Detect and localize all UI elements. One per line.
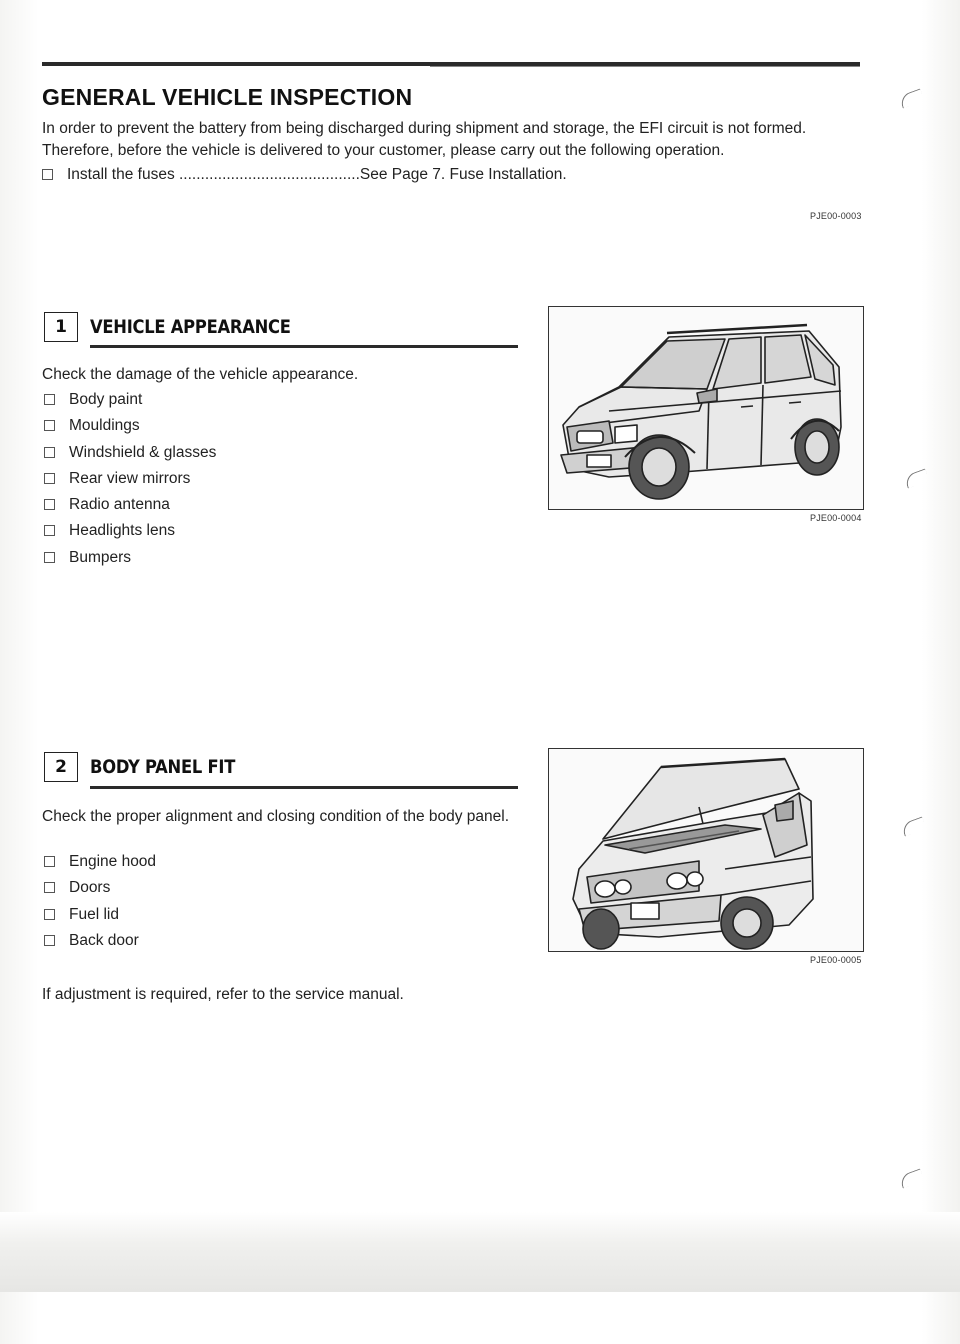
section-2-heading [44,752,259,782]
figure-code: PJE00-0005 [810,955,862,965]
checklist-item: Engine hood [44,849,156,875]
checklist-item: Doors [44,875,156,901]
checklist-item: Rear view mirrors [44,466,216,492]
section-number: 2 [44,752,78,782]
section-number: 1 [44,312,78,342]
section-rule [90,345,518,348]
checkbox[interactable] [42,169,53,180]
checklist-item: Body paint [44,387,216,413]
section-2-description: Check the proper alignment and closing condition of the body panel. [42,808,510,825]
checkbox[interactable] [44,935,55,946]
vehicle-appearance-figure [548,306,864,510]
checklist-item: Fuel lid [44,902,156,928]
section-title: BODY PANEL FIT [90,756,236,778]
checkbox[interactable] [44,420,55,431]
suv-illustration [549,307,862,508]
checkbox[interactable] [44,447,55,458]
checkbox[interactable] [44,856,55,867]
checkbox[interactable] [44,552,55,563]
intro-paragraph: In order to prevent the battery from being discharged during shipment and storage, the EFI circuit is not formed. Therefore, before the vehicle is delivered to your customer, please carry out the following operation. [42,120,807,159]
checkbox[interactable] [44,909,55,920]
checkbox[interactable] [44,525,55,536]
section-rule [90,786,518,789]
checklist-item: Windshield & glasses [44,440,216,466]
section-1-description: Check the damage of the vehicle appearance. [42,366,359,383]
checklist-item: Mouldings [44,413,216,439]
checklist-item: Headlights lens [44,518,216,544]
section-2-checklist [44,849,156,954]
section-1-checklist [44,387,216,571]
figure-code: PJE00-0004 [810,513,862,523]
checkbox[interactable] [44,394,55,405]
checkbox[interactable] [44,499,55,510]
checklist-item: Radio antenna [44,492,216,518]
checkbox[interactable] [44,473,55,484]
figure-code: PJE00-0003 [810,211,862,221]
section-title: VEHICLE APPEARANCE [90,316,291,338]
scan-bottom-shade [0,1212,960,1292]
top-rule-thin [430,66,860,67]
checkbox[interactable] [44,882,55,893]
section-1-heading [44,312,323,342]
install-fuses-label: Install the fuses ..........................................See Page 7. Fuse Installation. [67,166,567,183]
body-panel-fit-figure [548,748,864,952]
footer-note: If adjustment is required, refer to the service manual. [42,986,404,1003]
page-title: GENERAL VEHICLE INSPECTION [42,84,413,110]
checklist-item: Bumpers [44,545,216,571]
suv-hood-open-illustration [549,749,862,950]
install-fuses-item [42,166,567,184]
checklist-item: Back door [44,928,156,954]
